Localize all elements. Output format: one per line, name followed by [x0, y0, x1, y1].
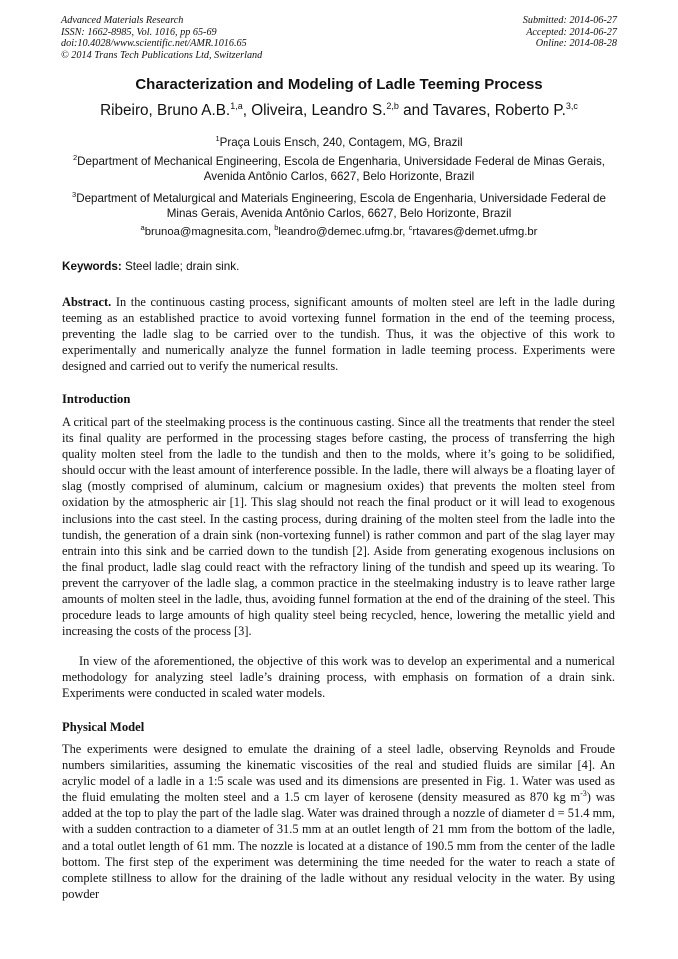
keywords-label: Keywords:	[62, 260, 122, 273]
author-list	[0, 101, 678, 120]
affiliation	[60, 150, 618, 184]
affiliation-text: Department of Metalurgical and Materials Engineering, Escola de Engenharia, Universidade Federal de Minas Gerais, Avenida Antônio Carlos, 6627, Belo Horizonte, Brazil	[76, 191, 606, 220]
paragraph-text: The experiments were designed to emulate the draining of a steel ladle, observing Reynolds and Froude numbers similarities, assuming the kinematic viscosities of the real and studied fluids are similar [4]. An acrylic model of a ladle in a 1:5 scale was used and its dimensions are presented in Fig. 1. Water was used as the fluid emulating the molten steel and a 1.5 cm layer of kerosene (density measured as 870 kg m	[62, 742, 615, 805]
email-link[interactable]: brunoa@magnesita.com,	[144, 225, 275, 238]
publication-dates	[523, 15, 617, 50]
introduction-paragraph: In view of the aforementioned, the objective of this work was to develop an experimental and a numerical methodology for analyzing steel ladle’s draining process, with emphasis on formation of a drain sink. Experiments were conducted in scaled water models.	[62, 654, 615, 701]
accepted-date: Accepted: 2014-06-27	[526, 26, 617, 38]
journal-name: Advanced Materials Research	[61, 15, 184, 26]
journal-doi: doi:10.4028/www.scientific.net/AMR.1016.65	[61, 38, 247, 49]
journal-info	[61, 15, 262, 61]
paragraph-text: ) was added at the top to play the part of the ladle slag. Water was drained through a nozzle of diameter d = 51.4 mm, with a sudden contraction to a diameter of 31.5 mm at an outlet length of 21 mm from the bottom of the ladle, and a total outlet length of 61 mm. The nozzle is located at a distance of 190.5 mm from the center of the ladle bottom. The first step of the experiment was determining the time needed for the water to reach a state of complete stillness to allow for the draining of the ladle without any residual velocity in the water. By using powder	[62, 790, 615, 901]
email-mark: b	[274, 223, 279, 232]
abstract	[62, 294, 615, 374]
journal-issn: ISSN: 1662-8985, Vol. 1016, pp 65-69	[61, 26, 217, 38]
online-date: Online: 2014-08-28	[535, 38, 617, 49]
author-name: Ribeiro, Bruno A.B.	[100, 102, 231, 120]
author-affiliation-mark: 1,a	[230, 101, 243, 111]
author-affiliation-mark: 3,c	[565, 101, 578, 111]
keywords	[62, 260, 239, 273]
physical-model-paragraph	[62, 741, 615, 902]
email-link[interactable]: leandro@demec.ufmg.br,	[278, 225, 409, 238]
section-heading-physical-model: Physical Model	[62, 720, 145, 734]
section-heading-introduction: Introduction	[62, 392, 131, 406]
affiliation	[60, 187, 618, 221]
affiliation	[60, 131, 618, 150]
introduction-paragraph: A critical part of the steelmaking process is the continuous casting. Since all the treatments that render the steel its final quality are performed in the processing stages before casting, the process of transferring the high quality molten steel from the ladle to the tundish and then to the molds, where it’s going to be solidified, should occur with the least amount of interference possible. In the ladle, there will always be a floating layer of slag (mostly comprised of aluminum, calcium or magnesium oxides) that prevents the molten steel from oxidation by the atmospheric air [1]. This slag should not reach the final product or it will lead to exogenous inclusions into the cast steel. In the casting process, during draining of the molten steel from the ladle into the tundish, the generation of a drain sink (non-vortexing funnel) is rather common and part of the slag layer may entrain into this sink and be carried down to the tundish [2]. Aside from generating exogenous inclusions on the final product, ladle slag could react with the refractory lining of the tundish and speed up its wearing. To prevent the carryover of the ladle slag, a common practice in the steelmaking industry is to leave rather large amounts of molten steel in the ladle, thus, avoiding funnel formation at the end of the draining of the steel. This procedure leads to large amounts of high quality steel being recycled, hence, lowering the metallic yield and increasing the costs of the process [3].	[62, 415, 615, 639]
author-name: Oliveira, Leandro S.	[251, 102, 387, 120]
keywords-text: Steel ladle; drain sink.	[121, 260, 240, 273]
affiliation-text: Praça Louis Ensch, 240, Contagem, MG, Brazil	[219, 135, 463, 149]
paper-title: Characterization and Modeling of Ladle Teeming Process	[135, 76, 543, 93]
affiliation-number: 1	[215, 134, 220, 143]
unit-exponent: -3	[580, 789, 587, 799]
abstract-text: In the continuous casting process, significant amounts of molten steel are left in the ladle during teeming as an established practice to avoid vortexing funnel formation in the end of the teeming process, preventing the ladle slag to be carried over to the tundish. Thus, it was the objective of this work to experimentally and numerically analyze the funnel formation in ladle teeming process. Experiments were designed and carried out to verify the numerical results.	[62, 295, 615, 374]
submitted-date: Submitted: 2014-06-27	[522, 15, 617, 26]
author-emails	[60, 223, 618, 238]
affiliation-number: 3	[72, 190, 77, 199]
email-mark: a	[140, 223, 145, 232]
author-separator: and	[398, 102, 433, 120]
affiliation-text: Department of Mechanical Engineering, Escola de Engenharia, Universidade Federal de Minas Gerais, Avenida Antônio Carlos, 6627, Belo Horizonte, Brazil	[77, 154, 605, 183]
affiliation-number: 2	[73, 153, 78, 162]
journal-copyright: © 2014 Trans Tech Publications Ltd, Switzerland	[61, 49, 263, 61]
author-name: Tavares, Roberto P.	[432, 102, 566, 120]
author-affiliation-mark: 2,b	[386, 101, 399, 111]
author-separator: ,	[242, 102, 252, 120]
email-mark: c	[408, 223, 413, 232]
email-link[interactable]: rtavares@demet.ufmg.br	[412, 225, 538, 238]
abstract-label: Abstract.	[62, 295, 112, 309]
